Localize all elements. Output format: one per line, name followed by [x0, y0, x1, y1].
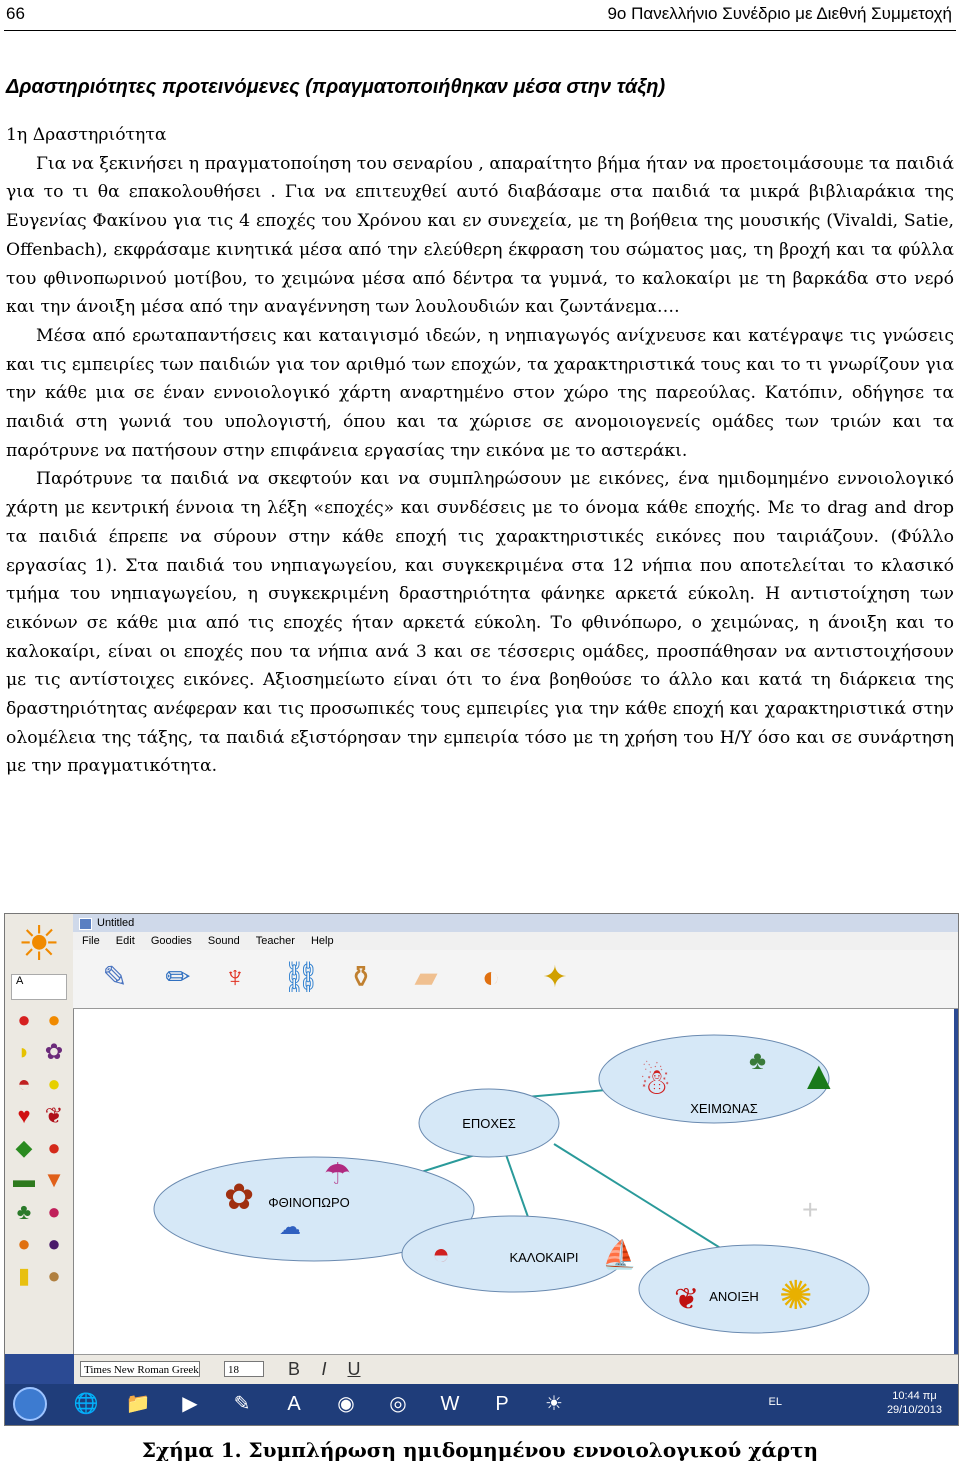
sticker-palette	[9, 1004, 71, 1292]
page-header	[6, 4, 952, 30]
cherry-icon[interactable]: ❦	[44, 1103, 64, 1128]
powerpoint-icon[interactable]: P	[495, 1393, 509, 1415]
letter-tool[interactable]	[11, 974, 67, 1000]
menu-sound[interactable]: Sound	[207, 935, 240, 947]
letter-tool-label: A	[16, 975, 24, 987]
menu-bar	[73, 932, 958, 950]
acrobat-icon[interactable]: A	[287, 1393, 301, 1415]
bold-icon[interactable]: B	[287, 1359, 300, 1379]
sunflower-icon: ✺	[779, 1274, 813, 1318]
language-indicator[interactable]: EL	[768, 1396, 782, 1408]
taskbar	[5, 1384, 958, 1425]
notepad-icon[interactable]: ✎	[102, 961, 128, 994]
umbrella-icon: ☂	[324, 1158, 351, 1191]
eraser-icon[interactable]: ▰	[414, 961, 438, 994]
watermelon-slice-icon: ◓	[432, 1238, 451, 1271]
summer-label: ΚΑΛΟΚΑΙΡΙ	[509, 1250, 579, 1265]
paragraph-2: Μέσα από ερωταπαντήσεις και καταιγισμό ιδεών, η νηπιαγωγός ανίχνευσε και κατέγραψε τις γνώσεις και τις εμπειρίες των παιδιών για τον αριθμό των εποχών, τα χαρακτηριστικά τους και το τι γνωρίζουν για την κάθε μια σε έναν εννοιολογικό χάρτη αναρτημένο στον χώρο της παρεούλας. Κατόπιν, οδήγησε τα παιδιά στη γωνιά του υπολογιστή, όπου και τα χώρισε σε ανομοιογενείς ομάδες των τριών και τα παρότρυνε να πατήσουν στην επιφάνεια εργασίας την εικόνα με το αστεράκι.	[6, 325, 954, 461]
strawberry-icon[interactable]: ♥	[17, 1103, 31, 1128]
winter-label: ΧΕΙΜΩΝΑΣ	[690, 1101, 758, 1116]
clock-time: 10:44 πμ	[892, 1390, 937, 1402]
italic-icon[interactable]: I	[321, 1359, 327, 1379]
onion-icon[interactable]: ●	[47, 1263, 61, 1288]
tomato-icon[interactable]: ●	[47, 1135, 61, 1160]
orange-icon[interactable]: ●	[47, 1007, 61, 1032]
figure-caption: Σχήμα 1. Συμπλήρωση ημιδομημένου εννοιολογικού χάρτη	[141, 1438, 819, 1462]
banana-icon[interactable]: ◗	[17, 1039, 31, 1064]
paragraph-1: Για να ξεκινήσει η πραγματοποίηση του σεναρίου , απαραίτητο βήμα ήταν να προετοιμάσουμε τα παιδιά για το τι θα επακολουθήσει . Για να επιτευχθεί αυτό διαβάσαμε στα παιδιά τα μικρά βιβλιαράκια της Ευγενίας Φακίνου για τις 4 εποχές του Χρόνου και εν συνεχεία, με τη βοήθεια της μουσικής (Vivaldi, Satie, Offenbach), εκφράσαμε κινητικά μέσα από την ελεύθερη έκφραση του σώματος μας, τη βροχή και τα φύλλα του φθινοπωρινού μοτίβου, το χειμώνα μέσα από δέντρα τα γυμνά, το καλοκαίρι με τη βαρκάδα στο νερό και την άνοιξη μέσα από την αναγέννηση των λουλουδιών και ζωντάνεμα….	[6, 153, 954, 318]
chrome-icon[interactable]: ◉	[337, 1393, 355, 1415]
drawing-canvas[interactable]	[74, 1009, 954, 1354]
cherries-icon: ❦	[674, 1283, 700, 1316]
underline-icon[interactable]: U	[347, 1359, 361, 1379]
window-title: Untitled	[97, 917, 135, 929]
clock-date: 29/10/2013	[886, 1404, 942, 1416]
apple-icon[interactable]: ●	[17, 1007, 31, 1032]
carrot-icon[interactable]: ▼	[43, 1167, 65, 1192]
header-rule	[4, 30, 956, 31]
maple-leaf-icon: ✿	[224, 1176, 255, 1217]
watermelon-icon[interactable]: ◓	[17, 1071, 31, 1096]
pumpkin-icon[interactable]: ●	[17, 1231, 31, 1256]
window-icon	[79, 918, 92, 930]
paragraph-3: Παρότρυνε τα παιδιά να σκεφτούν και να συμπληρώσουν με εικόνες, ένα ημιδομημένο εννοιολογικό χάρτη με κεντρική έννοια τη λέξη «εποχές» και συνδέσεις με το όνομα κάθε εποχής. Με το drag and drop τα παιδιά έπρεπε να σύρουν στην κάθε εποχή τις χαρακτηριστικές εικόνες που ταιριάζουν. (Φύλλο εργασίας 1). Στα παιδιά του νηπιαγωγείου, και συγκεκριμένα στα 12 νήπια που αποτελείται το κλασικό τμήμα του νηπιαγωγείου, η συγκεκριμένη δραστηριότητα φάνηκε αρκετά εύκολη. Η αντιστοίχηση των εικόνων σε κάθε μια από τις εποχές ήταν αρκετά εύκολη. Το φθινόπωρο, ο χειμώνας, η άνοιξη και το καλοκαίρι, είναι οι εποχές που τα νήπια ανά 3 και σε τέσσερις ομάδες, προσπάθησαν να αντιστοιχήσουν με τις αντίστοιχες εικόνες. Αξιοσημείωτο είναι ότι το ένα βοηθούσε το άλλο και κατά τη διάρκεια της δραστηριότητας ανέφεραν και τις προσωπικές τους εμπειρίες για την κάθε εποχή και χαρακτηριστικά στην ολομέλεια της τάξης, τα παιδιά εξιστόρησαν την εμπειρία τόσο με τη χρήση του Η/Υ όσο και σε συνάρτηση με την πραγματικότητα.	[6, 469, 954, 777]
radish-icon[interactable]: ●	[47, 1199, 61, 1224]
folder-icon[interactable]: 📁	[125, 1393, 151, 1415]
section-title: Δραστηριότητες προτεινόμενες (πραγματοποιήθηκαν μέσα στην τάξη)	[6, 76, 666, 98]
jar-icon[interactable]: ⚱	[348, 961, 374, 994]
center-label: ΕΠΟΧΕΣ	[462, 1116, 516, 1131]
eggplant-icon[interactable]: ●	[47, 1231, 61, 1256]
page-number: 66	[6, 4, 25, 23]
autumn-label: ΦΘΙΝΟΠΩΡΟ	[268, 1195, 350, 1210]
firefox-icon[interactable]: ◎	[389, 1393, 407, 1415]
font-name-value: Times New Roman Greek	[84, 1364, 199, 1376]
fill-icon[interactable]: ◐	[481, 961, 501, 994]
system-clock[interactable]	[887, 1389, 942, 1417]
brush-icon[interactable]: ♆	[223, 961, 247, 994]
menu-teacher[interactable]: Teacher	[255, 935, 295, 947]
activity-label: 1η Δραστηριότητα	[6, 125, 167, 145]
broccoli-icon[interactable]: ♣	[16, 1199, 32, 1224]
corn-icon[interactable]: ▮	[17, 1263, 31, 1288]
pencil-icon[interactable]: ✏	[165, 961, 191, 994]
santa-icon: ☃	[639, 1061, 672, 1102]
stamp-icon[interactable]: ✦	[542, 961, 568, 994]
link-icon[interactable]: ⛓	[281, 961, 321, 994]
spring-label: ΑΝΟΙΞΗ	[709, 1289, 759, 1304]
figure-screenshot	[4, 913, 959, 1426]
cucumber-icon[interactable]: ▬	[13, 1167, 35, 1192]
start-button[interactable]	[13, 1387, 47, 1421]
body-text	[6, 121, 954, 781]
kidspiration-icon[interactable]: ☀	[545, 1393, 563, 1415]
rain-cloud-icon: ☁	[279, 1214, 301, 1239]
paint-icon[interactable]: ✎	[233, 1393, 251, 1415]
grapes-icon[interactable]: ✿	[44, 1039, 64, 1064]
font-size-select[interactable]	[224, 1361, 264, 1377]
boat-icon: ⛵	[602, 1239, 637, 1270]
font-bar	[74, 1354, 958, 1385]
christmas-tree-icon: ▲	[799, 1054, 839, 1098]
toolbar	[73, 950, 958, 1009]
concept-map	[74, 1009, 954, 1354]
snow-tree-icon: ♣	[749, 1045, 767, 1075]
pepper-icon[interactable]: ◆	[15, 1135, 33, 1160]
menu-edit[interactable]: Edit	[115, 935, 135, 947]
menu-file[interactable]: File	[82, 935, 100, 947]
menu-goodies[interactable]: Goodies	[150, 935, 192, 947]
crosshair-cursor-icon: +	[802, 1194, 819, 1225]
font-size-value: 18	[228, 1364, 239, 1376]
font-name-select[interactable]	[80, 1361, 200, 1377]
media-player-icon[interactable]: ▶	[182, 1393, 198, 1415]
lemon-icon[interactable]: ●	[47, 1071, 61, 1096]
tool-palette	[5, 914, 74, 1354]
explorer-icon[interactable]: 🌐	[73, 1393, 99, 1415]
menu-help[interactable]: Help	[310, 935, 334, 947]
sun-mascot-icon[interactable]: ☀	[17, 918, 61, 971]
conference-title: 9ο Πανελλήνιο Συνέδριο με Διεθνή Συμμετοχή	[607, 4, 952, 23]
window-titlebar[interactable]	[73, 914, 958, 932]
word-icon[interactable]: W	[440, 1393, 460, 1415]
